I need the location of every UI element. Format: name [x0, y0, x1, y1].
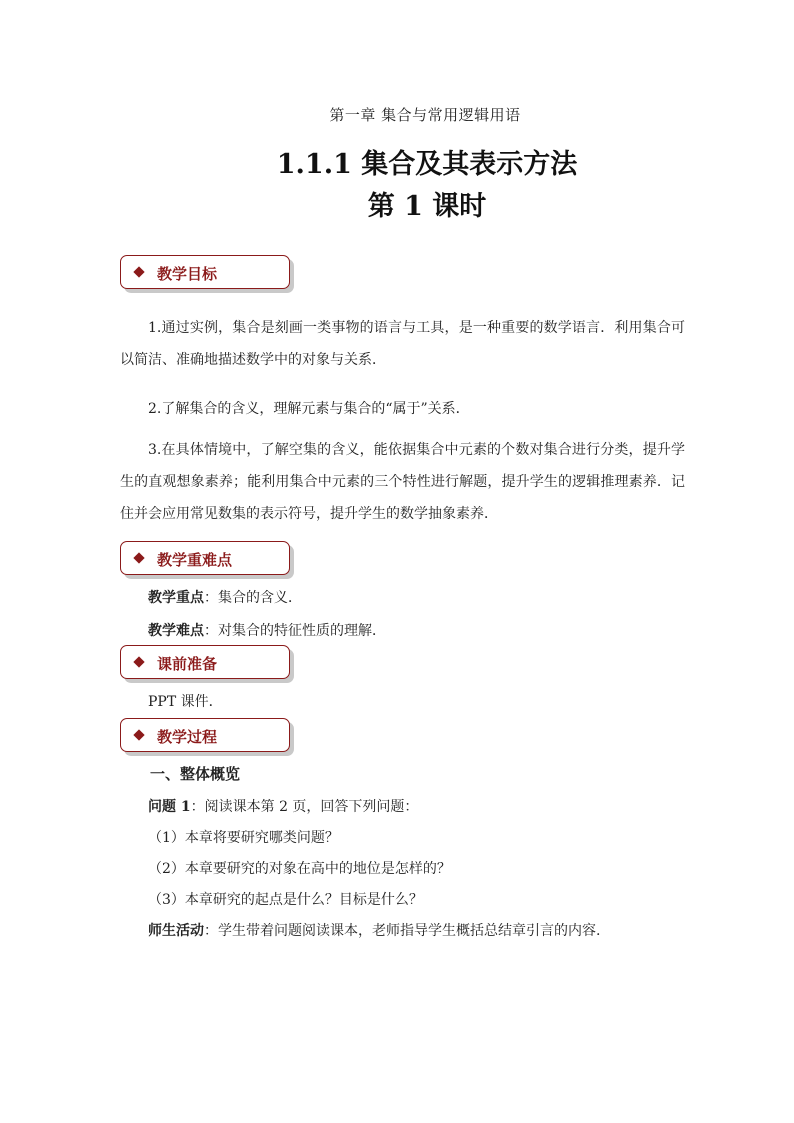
difficulty-text: ：对集合的特征性质的理解．: [204, 623, 386, 639]
preparation-text: PPT 课件．: [148, 694, 223, 710]
teaching-focus: [148, 587, 302, 607]
difficulty-label: 教学难点: [148, 623, 204, 639]
sub-question-3: （3）本章研究的起点是什么？目标是什么？: [148, 892, 423, 908]
teacher-student-activity: [148, 920, 600, 940]
goal-item-2: 2.了解集合的含义，理解元素与集合的“属于”关系．: [148, 401, 470, 417]
section-label: 课前准备: [157, 655, 218, 673]
activity-text: ：学生带着问题阅读课本，老师指导学生概括总结章引言的内容.: [204, 923, 601, 939]
teaching-difficulty: [148, 620, 386, 640]
diamond-bullet-icon: [133, 552, 144, 563]
diamond-bullet-icon: [133, 656, 144, 667]
sub-question-1: （1）本章将要研究哪类问题？: [148, 830, 339, 846]
activity-label: 师生活动: [148, 923, 204, 939]
section-label: 教学过程: [157, 728, 218, 746]
chapter-title: 第一章 集合与常用逻辑用语: [329, 106, 521, 124]
section-header-preparation: [120, 645, 290, 679]
section-header-key-points: [120, 541, 290, 575]
focus-label: 教学重点: [148, 590, 204, 606]
lesson-title: 1.1.1 集合及其表示方法: [276, 149, 578, 180]
section-label: 教学重难点: [157, 551, 233, 569]
question-text: ：阅读课本第 2 页，回答下列问题：: [190, 799, 419, 815]
question-label: 问题 1: [148, 799, 191, 815]
lesson-period: 第 1 课时: [367, 191, 487, 222]
process-subhead: 一、整体概览: [150, 765, 241, 783]
section-label: 教学目标: [157, 265, 218, 283]
question-1: [148, 796, 418, 816]
focus-text: ：集合的含义．: [204, 590, 302, 606]
diamond-bullet-icon: [133, 266, 144, 277]
section-header-process: [120, 718, 290, 752]
diamond-bullet-icon: [133, 729, 144, 740]
goal-item-3: 3.在具体情境中，了解空集的含义，能依据集合中元素的个数对集合进行分类，提升学生的直观想象素养；能利用集合中元素的三个特性进行解题，提升学生的逻辑推理素养．记住并会应用常见数集的表示符号，提升学生的数学抽象素养．: [120, 442, 685, 522]
section-header-goals: [120, 255, 290, 289]
sub-question-2: （2）本章要研究的对象在高中的地位是怎样的？: [148, 861, 451, 877]
goal-item-1: 1.通过实例，集合是刻画一类事物的语言与工具，是一种重要的数学语言．利用集合可以简洁、准确地描述数学中的对象与关系．: [120, 320, 685, 368]
